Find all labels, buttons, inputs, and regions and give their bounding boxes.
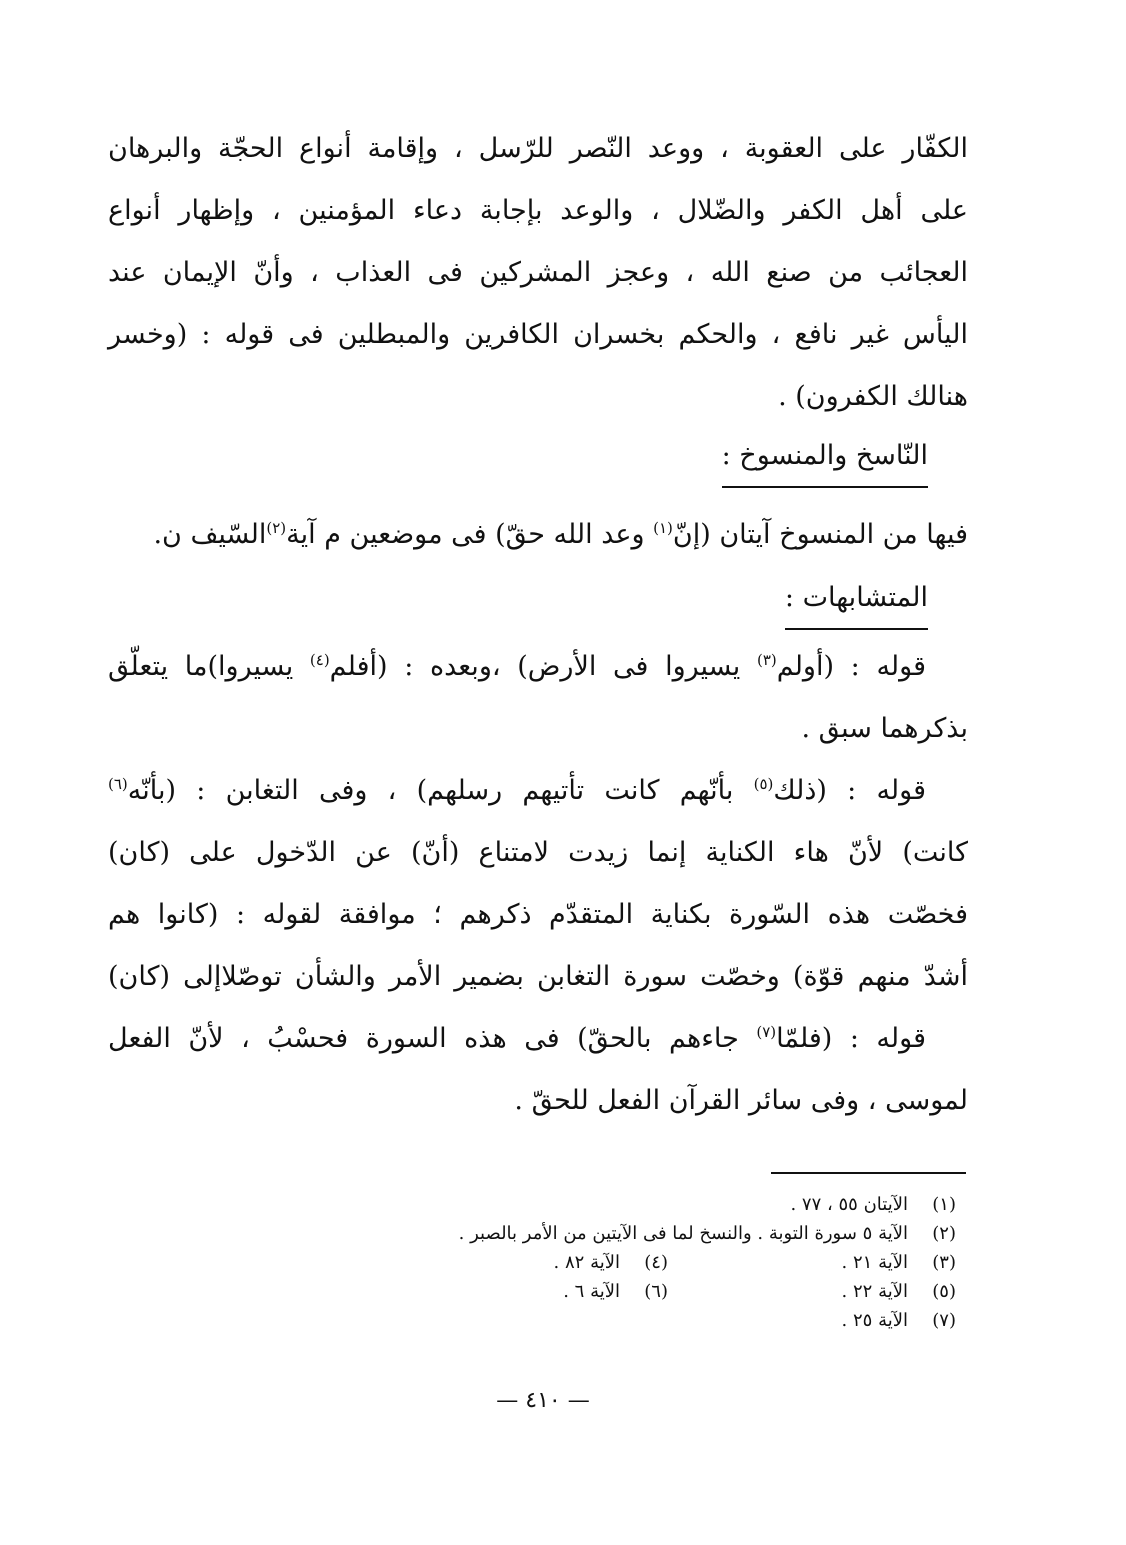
footnote-ref-7: (٧) <box>756 1023 777 1041</box>
paragraph-line: بذكرهما سبق . <box>801 713 968 744</box>
footnote-ref-3: (٣) <box>756 651 777 669</box>
paragraph-line: العجائب من صنع الله ، وعجز المشركين فى العذاب ، وأنّ الإيمان عند <box>108 257 968 288</box>
footnote-number: (٣) <box>932 1252 956 1273</box>
abrogated-text-c: السّيف ن. <box>153 519 267 550</box>
paragraph-line: هنالك الكفرون) . <box>778 381 968 412</box>
footnote-number: (١) <box>932 1194 956 1215</box>
heading-similar-wrapper <box>108 570 968 636</box>
text-segment: يسيروا فى الأرض) ،وبعده : (أفلم <box>329 651 757 682</box>
footnote-number: (٦) <box>644 1281 668 1302</box>
footnote-ref-5: (٥) <box>753 775 774 793</box>
footnote-ref-2: (٢) <box>266 519 287 537</box>
paragraph-line: فخصّت هذه السّورة بكناية المتقدّم ذكرهم ؛ موافقة لقوله : (كانوا هم <box>108 899 968 930</box>
footnote-number: (٥) <box>932 1281 956 1302</box>
footnote-ref-6: (٦) <box>108 775 128 793</box>
footnote-ref-4: (٤) <box>309 651 330 669</box>
text-segment: قوله : (فلمّا <box>776 1023 926 1054</box>
paragraph-line: كانت) لأنّ هاء الكناية إنما زيدت لامتناع (أنّ) عن الدّخول على (كان) <box>108 837 968 868</box>
text-segment: جاءهم بالحقّ) فى هذه السورة فحسْبُ ، لأنّ الفعل <box>108 1023 757 1054</box>
footnote-text: الآية ٢٢ . <box>841 1281 908 1302</box>
footnote-text: الآية ٢١ . <box>841 1252 908 1273</box>
footnote-text: الآية ٦ . <box>563 1281 620 1302</box>
text-segment: قوله : (أولم <box>776 651 926 682</box>
footnote-row <box>256 1277 956 1306</box>
paragraph-line: أشدّ منهم قوّة) وخصّت سورة التغابن بضمير الأمر والشأن توصّلاإلى (كان) <box>108 961 968 992</box>
paragraph-line: لموسى ، وفى سائر القرآن الفعل للحقّ . <box>514 1085 968 1116</box>
section-heading-abrogation: النّاسخ والمنسوخ : <box>722 428 928 488</box>
footnotes <box>256 1190 956 1335</box>
footnote-number: (٤) <box>644 1252 668 1273</box>
paragraph-line: على أهل الكفر والضّلال ، والوعد بإجابة دعاء المؤمنين ، وإظهار أنواع <box>108 195 968 226</box>
footnote-row <box>256 1219 956 1248</box>
footnote-number: (٧) <box>932 1310 956 1331</box>
text-segment: يسيروا)ما يتعلّق <box>108 651 310 682</box>
abrogated-verses-line <box>108 504 968 566</box>
footnote-divider <box>771 1172 966 1174</box>
page-number: — ٤١٠ — <box>496 1388 590 1413</box>
abrogated-text-b: وعد الله حقّ) فى موضعين م آية <box>286 519 654 550</box>
paragraph-line: اليأس غير نافع ، والحكم بخسران الكافرين والمبطلين فى قوله : (وخسر <box>108 319 968 350</box>
footnote-text: الآية ٥ سورة التوبة . والنسخ لما فى الآيتين من الأمر بالصبر . <box>458 1223 908 1244</box>
footnote-ref-1: (١) <box>653 519 673 537</box>
footnote-row <box>256 1190 956 1219</box>
footnote-row <box>256 1248 956 1277</box>
abrogated-text-a: فيها من المنسوخ آيتان (إنّ <box>672 519 968 550</box>
footnote-row <box>256 1306 956 1335</box>
paragraph-line <box>108 760 968 822</box>
footnote-text: الآيتان ٥٥ ، ٧٧ . <box>790 1194 908 1215</box>
heading-abrogation-wrapper <box>108 428 968 504</box>
page-body <box>108 118 968 1132</box>
paragraph-line <box>108 636 968 698</box>
section-heading-similar: المتشابهات : <box>785 570 928 630</box>
footnote-text: الآية ٢٥ . <box>841 1310 908 1331</box>
paragraph-line <box>108 1008 968 1070</box>
paragraph-line: الكفّار على العقوبة ، ووعد النّصر للرّسل ، وإقامة أنواع الحجّة والبرهان <box>108 133 968 164</box>
text-segment: بأنّهم كانت تأتيهم رسلهم) ، وفى التغابن : (بأنّه <box>127 775 754 806</box>
footnote-number: (٢) <box>932 1223 956 1244</box>
text-segment: قوله : (ذلك <box>773 775 926 806</box>
footnote-text: الآية ٨٢ . <box>553 1252 620 1273</box>
